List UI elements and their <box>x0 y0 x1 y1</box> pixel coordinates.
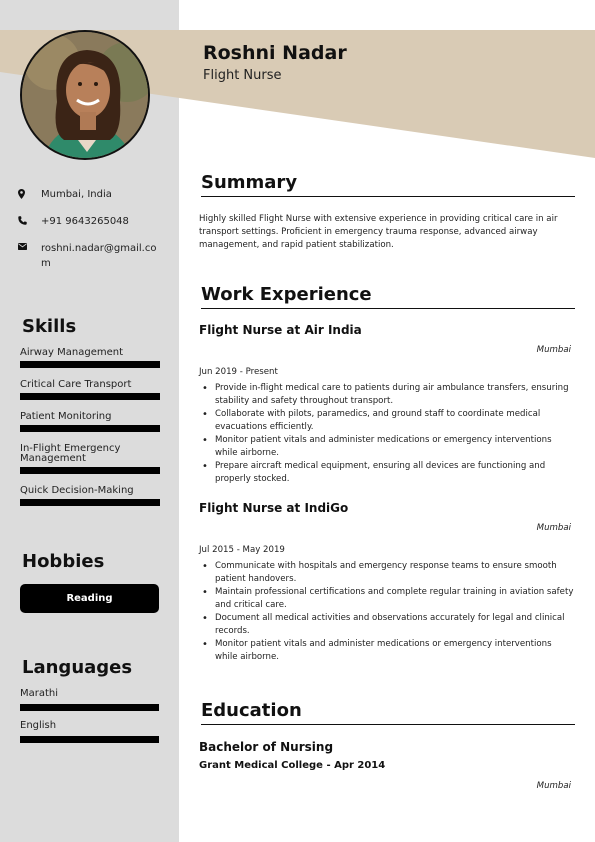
skill-item <box>20 380 160 400</box>
education-degree: Bachelor of Nursing <box>199 740 334 754</box>
skill-label: Airway Management <box>20 347 124 358</box>
skill-bar <box>20 467 160 474</box>
profile-photo <box>20 30 150 160</box>
skill-label: Critical Care Transport <box>20 379 132 390</box>
list-item: • Monitor patient vitals and administer medications or emergency interventions while airborne. <box>215 434 575 460</box>
languages-heading: Languages <box>22 657 133 678</box>
phone-icon <box>16 214 41 229</box>
hobbies-heading: Hobbies <box>22 551 105 572</box>
phone-text: +91 9643265048 <box>41 216 129 227</box>
contact-location <box>16 187 166 202</box>
job-bullets <box>215 560 575 664</box>
job-title: Flight Nurse at Air India <box>199 323 362 337</box>
skill-item <box>20 486 160 506</box>
education-location: Mumbai <box>536 781 571 791</box>
skill-bar <box>20 499 160 506</box>
language-bar <box>20 704 159 711</box>
location-pin-icon <box>16 187 41 202</box>
experience-heading: Work Experience <box>201 284 575 309</box>
language-label: English <box>20 720 57 731</box>
skill-item <box>20 412 160 432</box>
skill-item <box>20 348 160 368</box>
job-bullets <box>215 382 575 486</box>
skill-bar <box>20 361 160 368</box>
contact-email <box>16 241 166 271</box>
job-title: Flight Nurse at IndiGo <box>199 501 349 515</box>
list-item: • Document all medical activities and observations accurately for legal and clinical records. <box>215 612 575 638</box>
skill-bar <box>20 393 160 400</box>
location-text: Mumbai, India <box>41 189 112 200</box>
skills-heading: Skills <box>22 316 77 337</box>
skill-bar <box>20 425 160 432</box>
skill-label: In-Flight Emergency Management <box>20 443 121 464</box>
list-item: • Maintain professional certifications and complete regular training in aviation safety and critical care. <box>215 586 575 612</box>
language-item <box>20 688 159 711</box>
email-icon <box>16 241 41 271</box>
contact-phone <box>16 214 166 229</box>
skill-label: Quick Decision-Making <box>20 485 134 496</box>
list-item: • Communicate with hospitals and emergency response teams to ensure smooth patient handovers. <box>215 560 575 586</box>
job-location: Mumbai <box>536 345 571 355</box>
candidate-title: Flight Nurse <box>203 68 282 83</box>
language-label: Marathi <box>20 688 59 699</box>
candidate-name: Roshni Nadar <box>203 42 347 64</box>
job-location: Mumbai <box>536 523 571 533</box>
language-item <box>20 720 159 743</box>
language-bar <box>20 736 159 743</box>
email-text: roshni.nadar@gmail.com <box>41 243 157 269</box>
skill-label: Patient Monitoring <box>20 411 112 422</box>
summary-text: Highly skilled Flight Nurse with extensive experience in providing critical care in air transport settings. Proficient in emergency trauma response, advanced airway management, and rapid patient stabilization. <box>199 214 558 250</box>
list-item: • Prepare aircraft medical equipment, ensuring all devices are functioning and properly stocked. <box>215 460 575 486</box>
hobby-badge: Reading <box>20 584 159 613</box>
list-item: • Provide in-flight medical care to patients during air ambulance transfers, ensuring stability and safety throughout transport. <box>215 382 575 408</box>
education-school: Grant Medical College - Apr 2014 <box>199 760 386 771</box>
job-dates: Jun 2019 - Present <box>199 367 278 377</box>
list-item: • Collaborate with pilots, paramedics, and ground staff to coordinate medical evacuations efficiently. <box>215 408 575 434</box>
job-dates: Jul 2015 - May 2019 <box>199 545 285 555</box>
list-item: • Monitor patient vitals and administer medications or emergency interventions while airborne. <box>215 638 575 664</box>
skill-item <box>20 444 160 474</box>
summary-heading: Summary <box>201 172 575 197</box>
education-heading: Education <box>201 700 575 725</box>
